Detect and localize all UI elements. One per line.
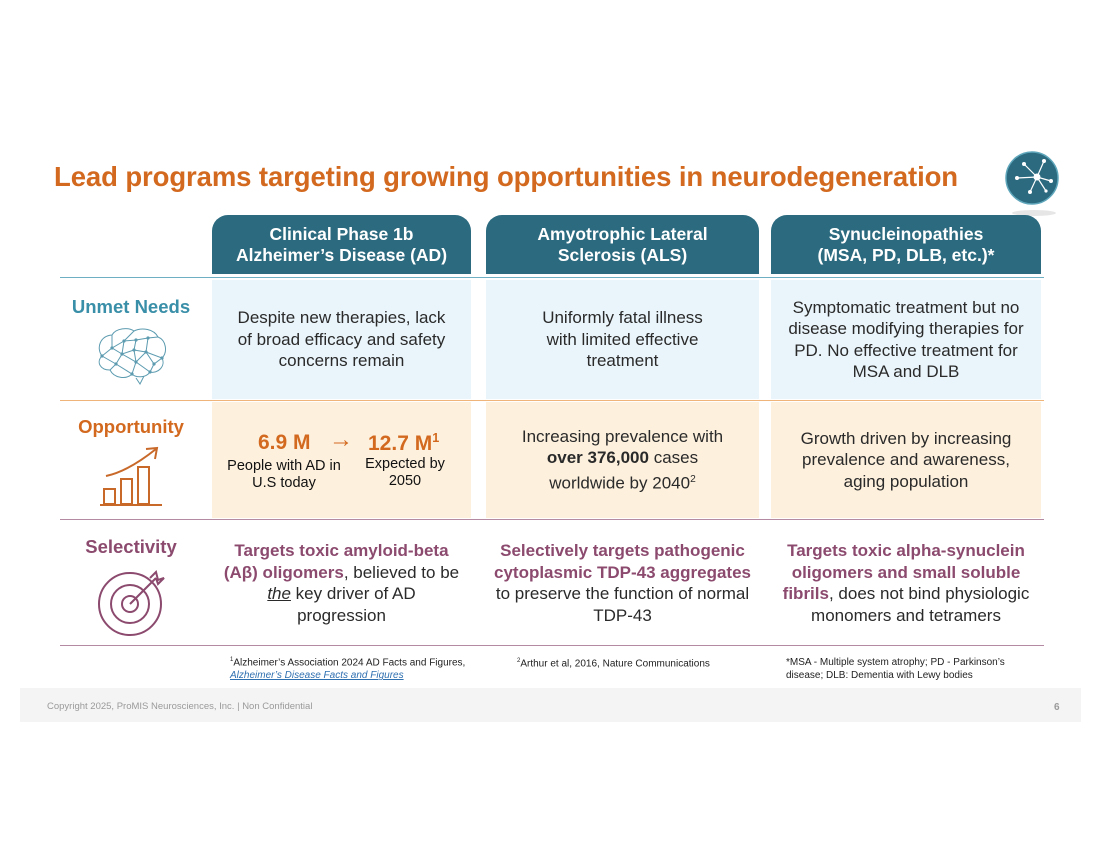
header-divider <box>60 277 1044 278</box>
opportunity-cell-als <box>486 402 759 518</box>
column-header-line2: (MSA, PD, DLB, etc.)* <box>817 244 995 265</box>
opportunity-cell-ad <box>212 402 471 518</box>
selectivity-ad-post: key driver of AD progression <box>290 584 416 625</box>
needs-text-syn: Symptomatic treatment but no disease modifying therapies for PD. No effective treatment for MSA and DLB <box>788 297 1024 381</box>
opportunity-cell-syn <box>771 402 1041 518</box>
als-text-post: cases worldwide by 2040 <box>549 448 699 493</box>
footnote-ad-link[interactable]: Alzheimer’s Disease Facts and Figures <box>230 670 404 682</box>
network-molecule-icon <box>1004 151 1062 217</box>
column-header-ad <box>212 215 471 274</box>
selectivity-als-bold: Selectively targets pathogenic cytoplasmic TDP-43 aggregates <box>494 541 751 582</box>
ad-prevalence-future-value: 12.7 M <box>368 432 433 455</box>
needs-text-als: Uniformly fatal illness with limited effective treatment <box>542 308 703 371</box>
footnote-marker: 1 <box>230 657 234 663</box>
ad-caption-future: Expected by 2050 <box>365 456 445 489</box>
needs-text-ad: Despite new therapies, lack of broad efficacy and safety concerns remain <box>237 308 446 371</box>
copyright-text: Copyright 2025, ProMIS Neurosciences, Inc. | Non Confidential <box>47 701 313 712</box>
selectivity-text-als <box>492 540 754 626</box>
footnote-als-text: Arthur et al, 2016, Nature Communications <box>520 658 710 670</box>
ad-prevalence-today: 6.9 M <box>258 431 311 454</box>
als-text-pre: Increasing prevalence with <box>521 426 724 446</box>
selectivity-text-syn <box>779 540 1034 626</box>
arrow-right-icon: → <box>329 426 353 453</box>
opportunity-divider <box>60 519 1044 520</box>
page-title: Lead programs targeting growing opportunities in neurodegeneration <box>54 161 959 192</box>
footnote-marker: 1 <box>432 431 440 445</box>
footnote-marker: 2 <box>517 658 521 664</box>
selectivity-syn-bold: Targets toxic alpha-synuclein oligomers and small soluble fibrils <box>782 541 1025 603</box>
selectivity-cell-syn <box>771 522 1041 644</box>
column-header-als <box>486 215 759 274</box>
needs-cell-syn <box>771 280 1041 399</box>
needs-divider <box>60 400 1044 401</box>
ad-prevalence-future <box>368 431 439 456</box>
selectivity-text-ad <box>222 540 462 626</box>
ad-caption-today: People with AD in U.S today <box>227 458 341 491</box>
als-text-bold: over 376,000 <box>546 448 649 468</box>
selectivity-als-post: to preserve the function of normal TDP-43 <box>495 584 750 625</box>
row-label-opportunity: Opportunity <box>78 416 184 437</box>
needs-cell-ad <box>212 280 471 399</box>
selectivity-ad-mid: , believed to be <box>343 562 460 582</box>
footnote-ad <box>230 654 470 682</box>
selectivity-cell-als <box>486 522 759 644</box>
selectivity-ad-emph: the <box>267 584 291 603</box>
selectivity-syn-post: , does not bind physiologic monomers and tetramers <box>811 584 1030 625</box>
footnote-marker: 2 <box>690 473 696 485</box>
selectivity-ad-bold: Targets toxic amyloid-beta (Aβ) oligomers <box>223 541 449 582</box>
page-number: 6 <box>1054 702 1060 713</box>
brain-network-icon <box>92 326 170 386</box>
column-header-line1: Amyotrophic Lateral <box>537 223 708 244</box>
row-label-unmet-needs: Unmet Needs <box>71 296 191 317</box>
selectivity-divider <box>60 645 1044 646</box>
target-icon <box>96 568 166 638</box>
column-header-line1: Synucleinopathies <box>828 223 984 244</box>
opportunity-text-syn: Growth driven by increasing prevalence and awareness, aging population <box>800 428 1012 491</box>
opportunity-text-als <box>513 426 733 494</box>
column-header-line1: Clinical Phase 1b <box>269 223 414 244</box>
growth-chart-icon <box>98 443 164 507</box>
needs-cell-als <box>486 280 759 399</box>
column-header-line2: Sclerosis (ALS) <box>557 244 688 265</box>
footnote-ad-text: Alzheimer’s Association 2024 AD Facts and Figures, <box>233 657 466 669</box>
footnote-syn: *MSA - Multiple system atrophy; PD - Parkinson’s disease; DLB: Dementia with Lewy bodies <box>786 657 1005 681</box>
selectivity-cell-ad <box>212 522 471 644</box>
column-header-syn <box>771 215 1041 274</box>
column-header-line2: Alzheimer’s Disease (AD) <box>235 244 448 265</box>
row-label-selectivity: Selectivity <box>85 536 177 557</box>
footnote-als <box>517 655 757 670</box>
